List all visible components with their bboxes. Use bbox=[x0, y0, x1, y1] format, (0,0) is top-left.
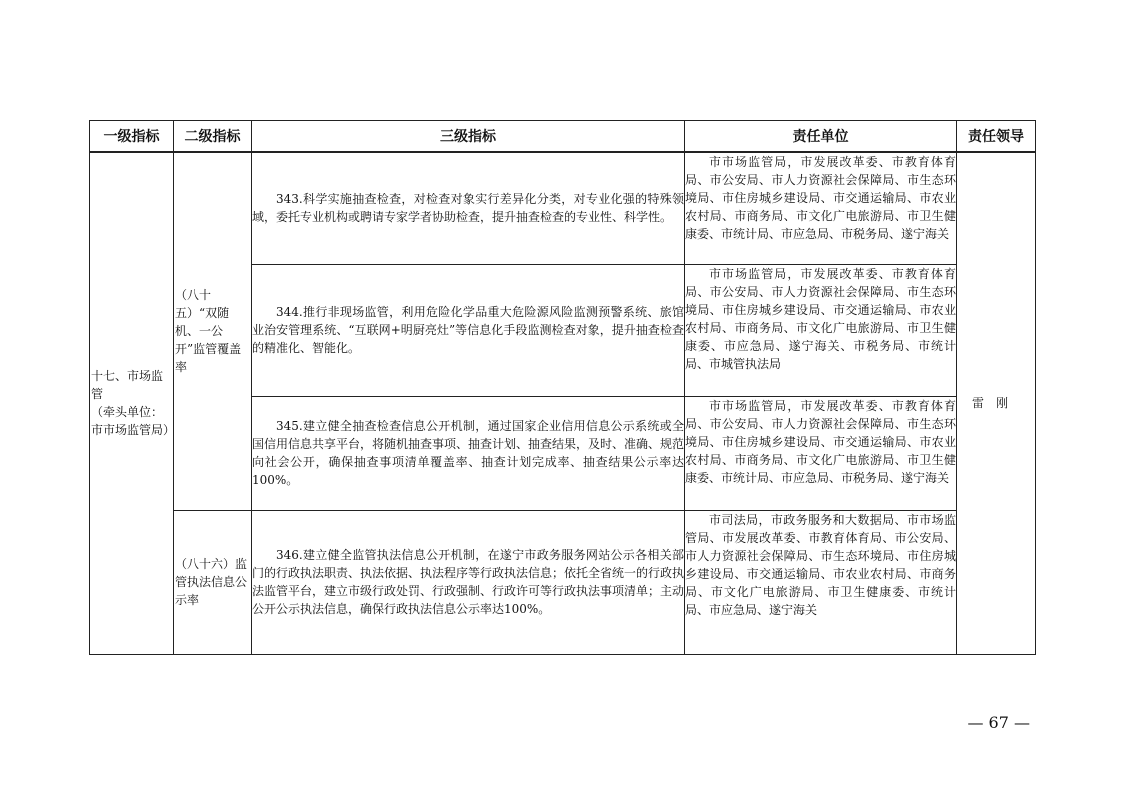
table-row bbox=[90, 510, 1036, 654]
units-cell bbox=[685, 152, 957, 264]
level3-cell bbox=[252, 510, 685, 654]
level2-text: （八十六）监管执法信息公示率 bbox=[175, 557, 248, 607]
units-text: 市市场监管局，市发展改革委、市教育体育局、市公安局、市人力资源社会保障局、市生态环境局、市住房城乡建设局、市交通运输局、市农业农村局、市商务局、市文化广电旅游局、市卫生健康委、市统计局、市应急局、市税务局、遂宁海关 bbox=[685, 155, 956, 241]
header-leader: 责任领导 bbox=[957, 121, 1036, 153]
units-cell bbox=[685, 396, 957, 510]
page-number: — 67 — bbox=[967, 713, 1030, 732]
units-text: 市市场监管局，市发展改革委、市教育体育局、市公安局、市人力资源社会保障局、市生态环境局、市住房城乡建设局、市交通运输局、市农业农村局、市商务局、市文化广电旅游局、市卫生健康委、市应急局、遂宁海关、市税务局、市统计局、市城管执法局 bbox=[685, 266, 956, 371]
level3-text: 343.科学实施抽查检查，对检查对象实行差异化分类，对专业化强的特殊领域，委托专业机构或聘请专家学者协助检查，提升抽查检查的专业性、科学性。 bbox=[252, 192, 684, 225]
header-level2: 二级指标 bbox=[174, 121, 252, 153]
level3-cell bbox=[252, 264, 685, 396]
level3-cell bbox=[252, 152, 685, 264]
level1-lead-unit: （牵头单位：市市场监管局） bbox=[91, 405, 176, 438]
level3-text: 346.建立健全监管执法信息公开机制，在遂宁市政务服务网站公示各相关部门的行政执法职责、执法依据、执法程序等行政执法信息；依托全省统一的行政执法监管平台，建立市级行政处罚、行政强制、行政许可等行政执法事项清单；主动公开公示执法信息，确保行政执法信息公示率达100%。 bbox=[252, 548, 685, 616]
leader-cell bbox=[957, 152, 1036, 654]
level1-cell bbox=[90, 152, 174, 654]
level2-text: （八十五）“双随机、一公开”监管覆盖率 bbox=[175, 288, 242, 375]
leader-name: 雷刚 bbox=[971, 396, 1020, 411]
level3-text: 344.推行非现场监管，利用危险化学品重大危险源风险监测预警系统、旅馆业治安管理系统、“互联网+明厨亮灶”等信息化手段监测检查对象，提升抽查检查的精准化、智能化。 bbox=[252, 305, 684, 355]
units-cell bbox=[685, 510, 957, 654]
level3-text: 345.建立健全抽查检查信息公开机制，通过国家企业信用信息公示系统或全国信用信息共享平台，将随机抽查事项、抽查计划、抽查结果，及时、准确、规范向社会公开，确保抽查事项清单覆盖率、抽查计划完成率、抽查结果公示率达100%。 bbox=[252, 419, 685, 487]
level3-cell bbox=[252, 396, 685, 510]
level1-name: 十七、市场监管 bbox=[91, 369, 164, 402]
indicator-table bbox=[89, 120, 1036, 655]
table-header-row bbox=[90, 121, 1036, 153]
header-level1: 一级指标 bbox=[90, 121, 174, 153]
units-text: 市司法局，市政务服务和大数据局、市市场监管局、市发展改革委、市教育体育局、市公安局、市人力资源社会保障局、市生态环境局、市住房城乡建设局、市交通运输局、市农业农村局、市商务局、市文化广电旅游局、市卫生健康委、市统计局、市应急局、遂宁海关 bbox=[685, 512, 956, 617]
level2-cell bbox=[174, 510, 252, 654]
level2-cell bbox=[174, 152, 252, 510]
header-level3: 三级指标 bbox=[252, 121, 685, 153]
table-row bbox=[90, 152, 1036, 264]
units-text: 市市场监管局，市发展改革委、市教育体育局、市公安局、市人力资源社会保障局、市生态环境局、市住房城乡建设局、市交通运输局、市农业农村局、市商务局、市文化广电旅游局、市卫生健康委、市统计局、市应急局、市税务局、遂宁海关 bbox=[685, 398, 956, 485]
header-units: 责任单位 bbox=[685, 121, 957, 153]
units-cell bbox=[685, 264, 957, 396]
